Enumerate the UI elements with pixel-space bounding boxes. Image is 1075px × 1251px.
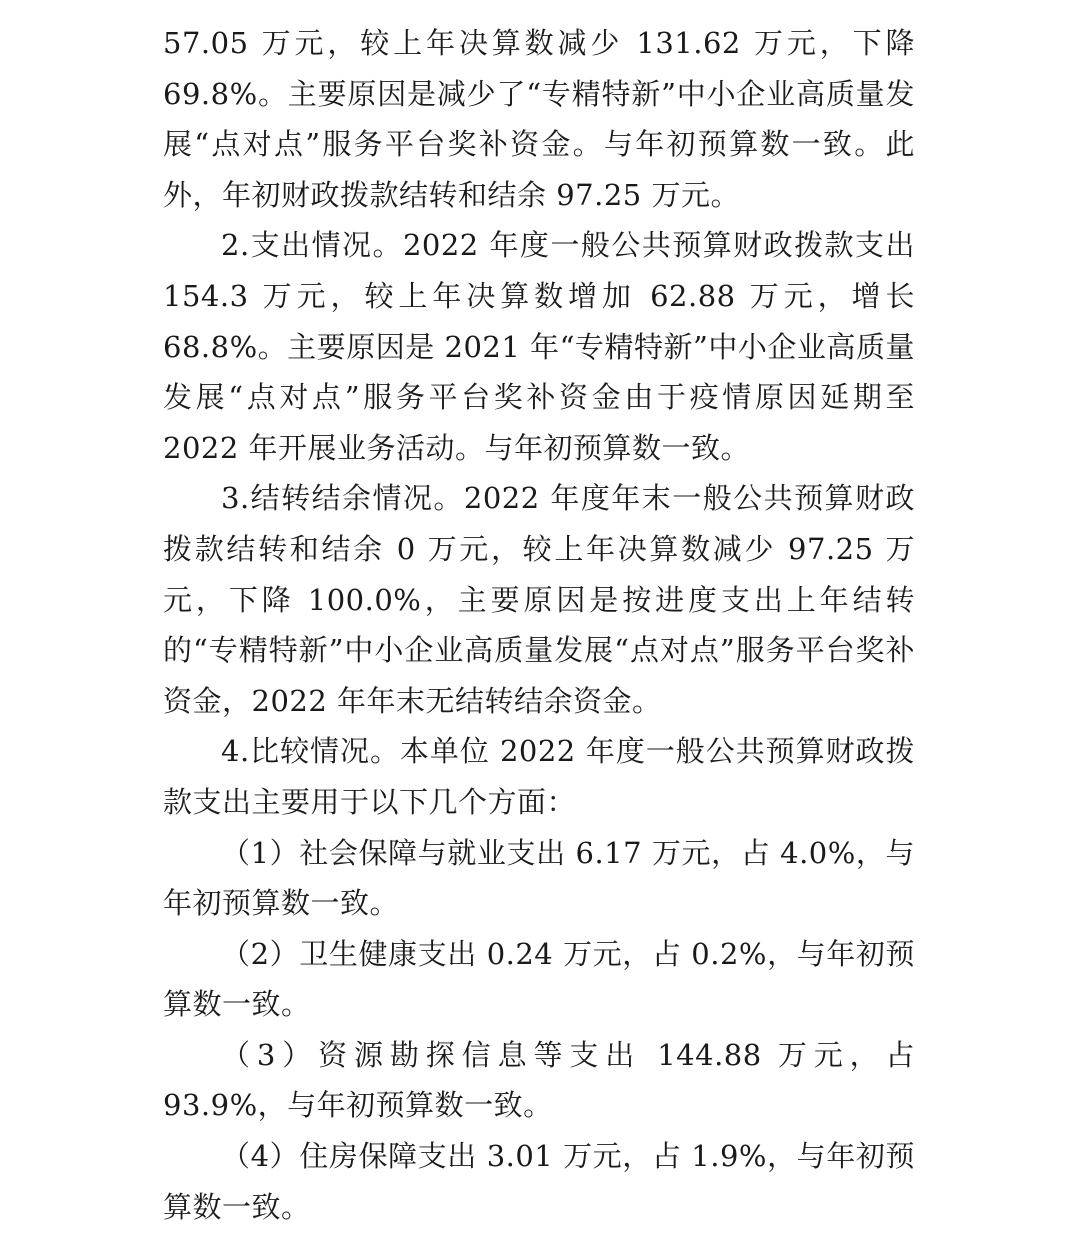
- list-item-social-security: （1）社会保障与就业支出 6.17 万元，占 4.0%，与年初预算数一致。: [163, 835, 915, 921]
- paragraph-comparison: 4.比较情况。本单位 2022 年度一般公共预算财政拨款支出主要用于以下几个方面：: [163, 734, 915, 819]
- list-item-resource-exploration: （3）资源勘探信息等支出 144.88 万元，占 93.9%，与年初预算数一致。: [163, 1037, 915, 1123]
- paragraph-carryover: 3.结转结余情况。2022 年度年末一般公共预算财政拨款结转和结余 0 万元，较上年决算数减少 97.25 万元，下降 100.0%，主要原因是按进度支出上年结转的“专精特新”中小企业高质量发展“点对点”服务平台奖补资金，2022 年年末无结转结余资金。: [163, 481, 915, 718]
- document-body: [163, 18, 915, 1232]
- paragraph-expenditure: 2.支出情况。2022 年度一般公共预算财政拨款支出 154.3 万元，较上年决算数增加 62.88 万元，增长 68.8%。主要原因是 2021 年“专精特新”中小企业高质量发展“点对点”服务平台奖补资金由于疫情原因延期至 2022 年开展业务活动。与年初预算数一致。: [163, 228, 915, 465]
- list-item-housing: （4）住房保障支出 3.01 万元，占 1.9%，与年初预算数一致。: [163, 1139, 915, 1224]
- paragraph-income-continued: 57.05 万元，较上年决算数减少 131.62 万元，下降 69.8%。主要原因是减少了“专精特新”中小企业高质量发展“点对点”服务平台奖补资金。与年初预算数一致。此外，年初财政拨款结转和结余 97.25 万元。: [163, 26, 915, 212]
- list-item-health: （2）卫生健康支出 0.24 万元，占 0.2%，与年初预算数一致。: [163, 936, 915, 1022]
